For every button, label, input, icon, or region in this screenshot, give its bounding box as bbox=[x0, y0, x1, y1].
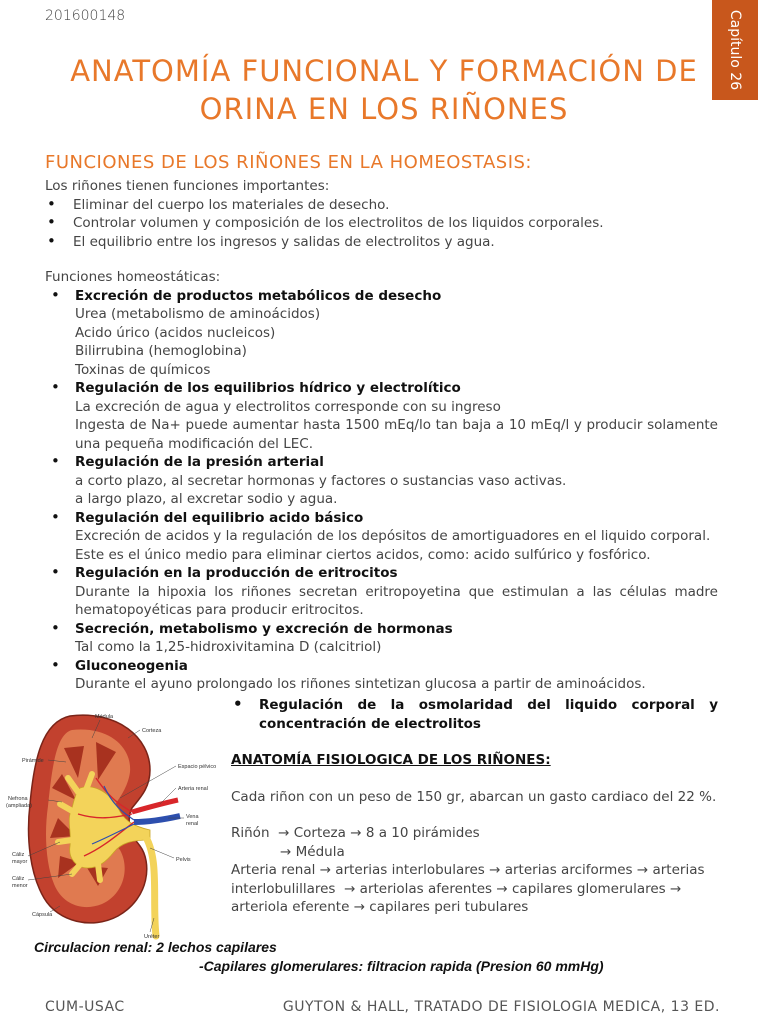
list-item bbox=[45, 453, 718, 509]
label-caliz-mayor-2: mayor bbox=[12, 859, 28, 865]
list-item bbox=[45, 657, 718, 694]
label-caliz-menor-2: menor bbox=[12, 883, 28, 889]
section-heading-homeostasis: FUNCIONES DE LOS RIÑONES EN LA HOMEOSTASIS: bbox=[45, 152, 532, 173]
label-ampliada: (ampliada) bbox=[6, 803, 32, 809]
item-line: Excreción de acidos y la regulación de los depósitos de amortiguadores en el liquido corporal. bbox=[75, 528, 711, 544]
medula-label: Médula bbox=[295, 843, 345, 860]
eferente-label: arteriola eferente bbox=[231, 899, 350, 915]
arrow-icon: → bbox=[496, 880, 508, 897]
item-line: Tal como la 1,25-hidroxivitamina D (calcitriol) bbox=[75, 639, 382, 655]
renal-vein-shape bbox=[134, 816, 180, 822]
glomerular-capillaries-note: -Capilares glomerulares: filtracion rapida (Presion 60 mmHg) bbox=[199, 958, 604, 974]
item-line: Ingesta de Na+ puede aumentar hasta 1500 mEq/lo tan baja a 10 mEq/l y producir solamente una pequeña modificación del LEC. bbox=[75, 417, 718, 452]
anatomy-column bbox=[231, 696, 718, 917]
page-title bbox=[60, 52, 708, 128]
item-line: Bilirrubina (hemoglobina) bbox=[75, 343, 247, 359]
aferentes-label: arteriolas aferentes bbox=[359, 880, 493, 897]
list-item bbox=[45, 379, 718, 453]
arciformes-label: arterias arciformes bbox=[504, 862, 633, 878]
document-id: 201600148 bbox=[45, 8, 126, 24]
kidney-structure-line bbox=[231, 824, 718, 843]
item-line: Toxinas de químicos bbox=[75, 361, 211, 378]
arrow-icon: → bbox=[280, 843, 292, 860]
functions-list bbox=[45, 196, 725, 252]
list-item bbox=[45, 620, 718, 657]
arteria-renal-label: Arteria renal bbox=[231, 862, 316, 878]
label-corteza: Corteza bbox=[142, 728, 162, 734]
osmolarity-list bbox=[231, 696, 718, 733]
item-title: • Regulación del equilibrio acido básico bbox=[75, 509, 364, 526]
medula-line bbox=[231, 843, 718, 862]
item-line: Urea (metabolismo de aminoácidos) bbox=[75, 306, 321, 322]
label-caliz-menor: Cáliz bbox=[12, 876, 25, 882]
list-item: • Regulación de la osmolaridad del liquido corporal y concentración de electrolitos bbox=[231, 696, 718, 733]
label-ureter: Uréter bbox=[144, 934, 160, 940]
ureter-shape bbox=[144, 834, 156, 936]
homeostatic-list bbox=[45, 287, 718, 694]
functions-block bbox=[45, 177, 725, 251]
title-line-1: ANATOMÍA FUNCIONAL Y FORMACIÓN DE bbox=[70, 54, 698, 88]
arterial-path-line-3 bbox=[231, 898, 718, 917]
arrow-icon: → bbox=[344, 880, 356, 897]
label-caliz-mayor: Cáliz bbox=[12, 852, 25, 858]
interlobulillares-label: interlobulillares bbox=[231, 880, 336, 897]
piramides-label: 8 a 10 pirámides bbox=[365, 825, 480, 841]
item-line: Durante el ayuno prolongado los riñones sintetizan glucosa a partir de aminoácidos. bbox=[75, 676, 646, 692]
item-line: Este es el único medio para eliminar ciertos acidos, como: acido sulfúrico y fosfórico. bbox=[75, 546, 651, 563]
anatomy-heading: ANATOMÍA FISIOLOGICA DE LOS RIÑONES: bbox=[231, 752, 551, 768]
corteza-label: Corteza bbox=[293, 825, 346, 841]
item-line: a largo plazo, al excretar sodio y agua. bbox=[75, 491, 338, 507]
rinon-label: Riñón bbox=[231, 825, 270, 841]
chapter-tab bbox=[712, 0, 758, 100]
title-line-2: ORINA EN LOS RIÑONES bbox=[199, 92, 569, 126]
item-title: • Regulación de la presión arterial bbox=[75, 454, 324, 470]
kidney-weight-text: Cada riñon con un peso de 150 gr, abarcan un gasto cardiaco del 22 %. bbox=[231, 788, 717, 805]
item-title: • Secreción, metabolismo y excreción de hormonas bbox=[75, 620, 453, 637]
label-capsula: Cápsula bbox=[32, 912, 53, 918]
item-title: • Regulación de los equilibrios hídrico y electrolítico bbox=[75, 380, 461, 396]
item-line: La excreción de agua y electrolitos corresponde con su ingreso bbox=[75, 398, 501, 415]
label-espacio-pelvico: Espacio pélvico bbox=[178, 764, 217, 770]
arrow-icon: → bbox=[353, 899, 365, 915]
item-title: • Excreción de productos metabólicos de desecho bbox=[75, 287, 442, 304]
arterial-path-line-1 bbox=[231, 861, 718, 880]
functions-intro: Los riñones tienen funciones importantes: bbox=[45, 178, 330, 194]
list-item: • Controlar volumen y composición de los electrolitos de los liquidos corporales. bbox=[45, 214, 725, 233]
kidney-diagram bbox=[0, 708, 228, 940]
arrow-icon: → bbox=[278, 825, 290, 841]
glomerulares-label: capilares glomerulares bbox=[512, 880, 666, 897]
list-item bbox=[45, 564, 718, 620]
renal-circulation-heading: Circulacion renal: 2 lechos capilares bbox=[34, 939, 277, 955]
peritubulares-label: capilares peri tubulares bbox=[369, 899, 529, 915]
item-line: Durante la hipoxia los riñones secretan eritropoyetina que estimulan a las células madre hematopoyéticas para producir eritrocitos. bbox=[75, 583, 718, 618]
label-medula: Médula bbox=[95, 714, 114, 720]
item-title: • Regulación en la producción de eritrocitos bbox=[75, 565, 398, 581]
arterias-label: arterias bbox=[652, 862, 705, 878]
arrow-icon: → bbox=[636, 862, 649, 878]
label-renal: renal bbox=[186, 821, 199, 827]
arrow-icon: → bbox=[489, 862, 501, 878]
label-pelvis: Pelvis bbox=[176, 857, 191, 863]
list-item bbox=[45, 509, 718, 565]
footer-institution: CUM-USAC bbox=[45, 999, 125, 1015]
label-arteria-renal: Arteria renal bbox=[178, 786, 208, 792]
list-item: • Eliminar del cuerpo los materiales de desecho. bbox=[45, 196, 725, 215]
footer-reference: GUYTON & HALL, TRATADO DE FISIOLOGIA MEDICA, 13 ED. bbox=[282, 999, 720, 1015]
arterial-path-line-2 bbox=[231, 880, 718, 899]
chapter-label: Capítulo 26 bbox=[727, 9, 743, 91]
item-title: • Gluconeogenia bbox=[75, 657, 188, 674]
item-line: a corto plazo, al secretar hormonas y factores o sustancias vaso activas. bbox=[75, 472, 567, 489]
label-vena: Vena bbox=[186, 814, 199, 820]
item-line: Acido úrico (acidos nucleicos) bbox=[75, 324, 276, 341]
arrow-icon: → bbox=[669, 880, 682, 897]
label-nefrona: Nefrona bbox=[8, 796, 28, 802]
homeostatic-label: Funciones homeostáticas: bbox=[45, 269, 221, 285]
label-piramide: Pirámide bbox=[22, 758, 44, 764]
interlobulares-label: arterias interlobulares bbox=[335, 862, 485, 878]
list-item: • El equilibrio entre los ingresos y salidas de electrolitos y agua. bbox=[45, 233, 725, 252]
arrow-icon: → bbox=[350, 825, 362, 841]
arrow-icon: → bbox=[319, 862, 331, 878]
list-item bbox=[45, 287, 718, 380]
homeostatic-functions bbox=[45, 268, 718, 694]
renal-artery-shape bbox=[132, 800, 178, 812]
